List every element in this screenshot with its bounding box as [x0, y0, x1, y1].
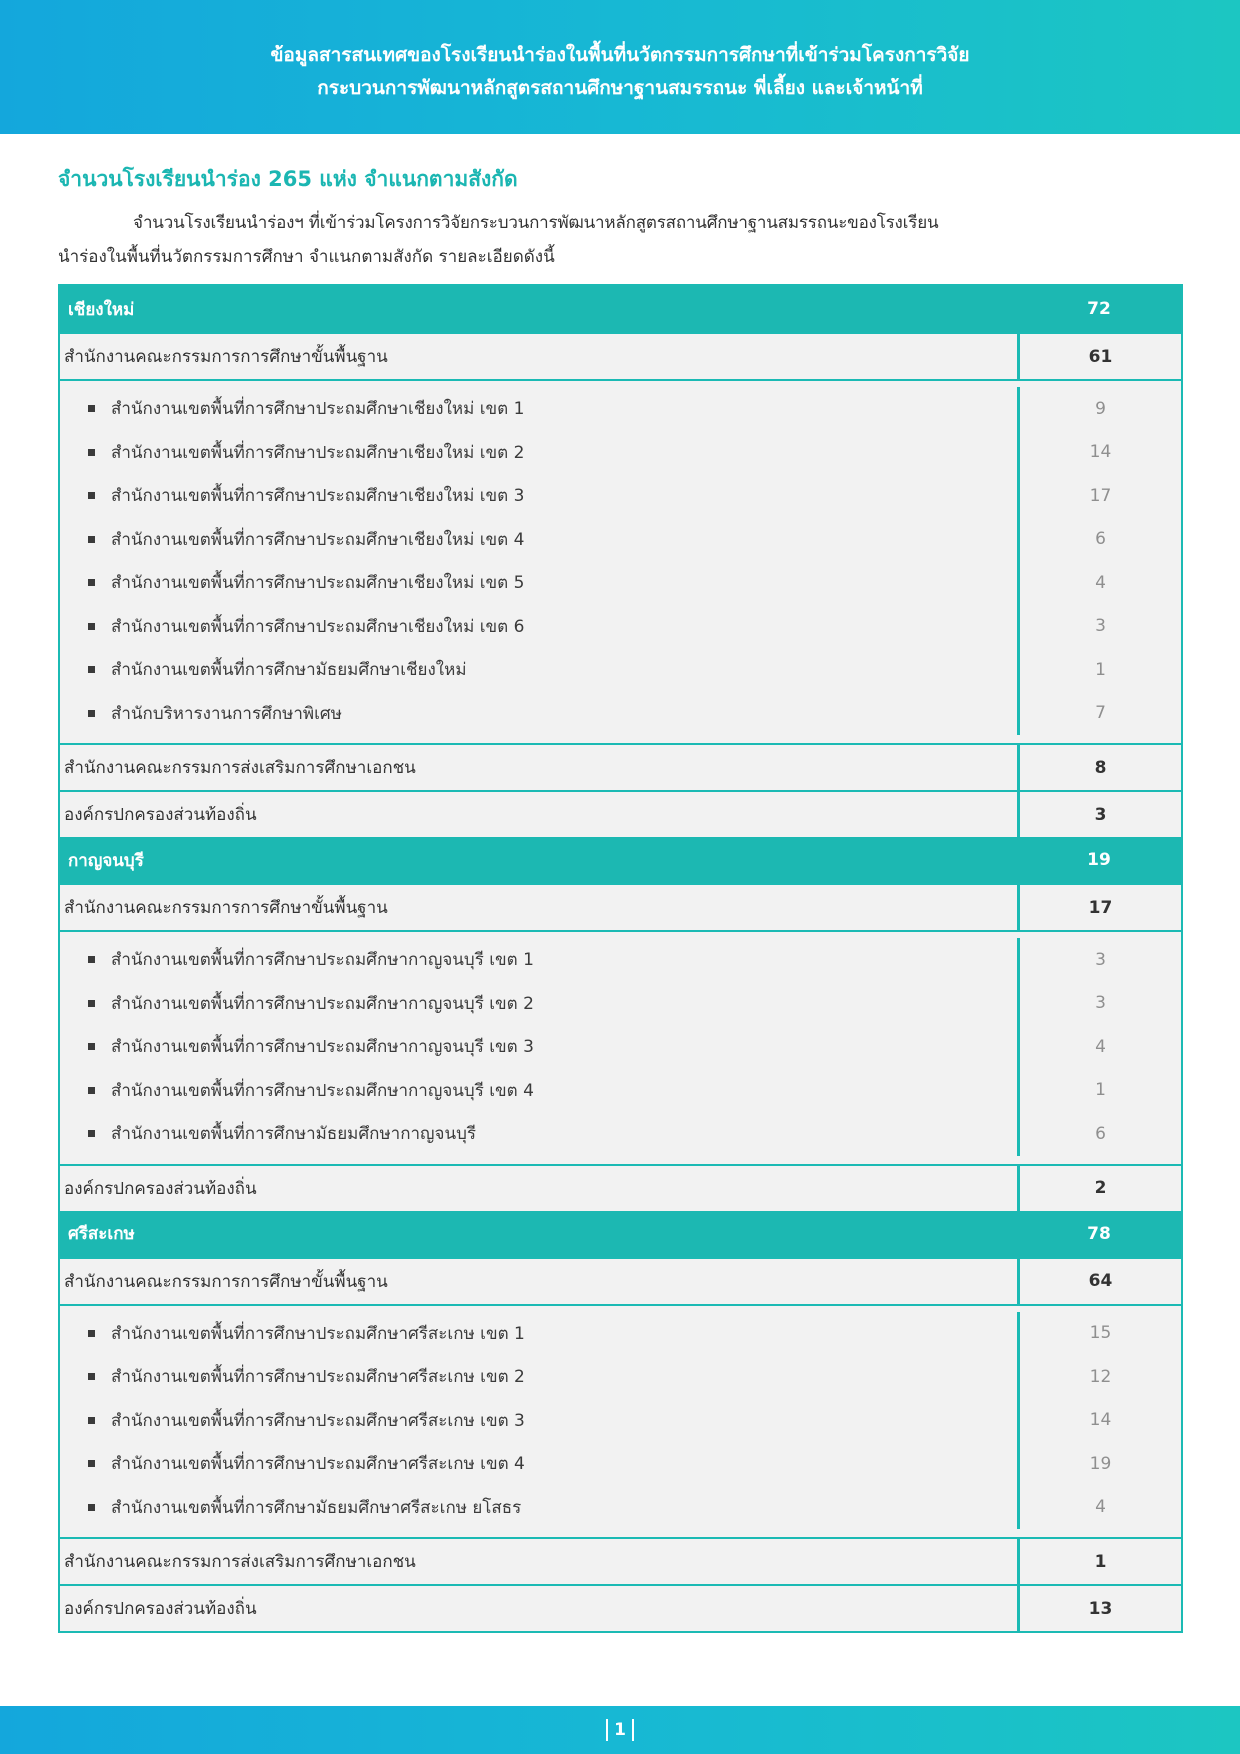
- agency-value: 1: [1017, 1539, 1181, 1584]
- agency-row: [60, 332, 1181, 379]
- agency-value: 17: [1017, 885, 1181, 930]
- area-office-value: 14: [1017, 431, 1181, 475]
- area-office-value: 4: [1017, 561, 1181, 605]
- page-number: 1: [614, 1720, 626, 1740]
- page-header: [0, 0, 1240, 134]
- agency-row: [60, 1257, 1181, 1304]
- area-office-label: สำนักงานเขตพื้นที่การศึกษาประถมศึกษากาญจนบุรี เขต 3: [111, 1037, 534, 1058]
- list-item: [60, 518, 1181, 562]
- area-office-label: สำนักงานเขตพื้นที่การศึกษาประถมศึกษาเชียงใหม่ เขต 3: [111, 486, 525, 507]
- agency-value: 13: [1017, 1586, 1181, 1631]
- agency-value: 3: [1017, 792, 1181, 837]
- schools-table: [58, 284, 1183, 1633]
- agency-value: 61: [1017, 334, 1181, 379]
- agency-label: สำนักงานคณะกรรมการส่งเสริมการศึกษาเอกชน: [64, 758, 416, 778]
- bullet-icon: [88, 666, 95, 673]
- header-title-line-2: กระบวนการพัฒนาหลักสูตรสถานศึกษาฐานสมรรถนะ พี่เลี้ยง และเจ้าหน้าที่: [317, 77, 923, 99]
- agency-label: สำนักงานคณะกรรมการการศึกษาขั้นพื้นฐาน: [64, 898, 388, 918]
- list-item: [60, 692, 1181, 736]
- area-office-label: สำนักงานเขตพื้นที่การศึกษาประถมศึกษาเชียงใหม่ เขต 2: [111, 442, 525, 463]
- area-office-label: สำนักงานเขตพื้นที่การศึกษามัธยมศึกษาเชียงใหม่: [111, 660, 467, 681]
- list-item: [60, 431, 1181, 475]
- header-title-line-1: ข้อมูลสารสนเทศของโรงเรียนนำร่องในพื้นที่นวัตกรรมการศึกษาที่เข้าร่วมโครงการวิจัย: [270, 44, 970, 66]
- area-office-value: 19: [1017, 1442, 1181, 1486]
- agency-label: องค์กรปกครองส่วนท้องถิ่น: [64, 805, 257, 825]
- province-name: กาญจนบุรี: [68, 850, 144, 871]
- area-office-value: 9: [1017, 387, 1181, 431]
- area-office-list: [60, 930, 1181, 1164]
- area-office-label: สำนักงานเขตพื้นที่การศึกษามัธยมศึกษากาญจนบุรี: [111, 1124, 477, 1145]
- bullet-icon: [88, 1417, 95, 1424]
- area-office-label: สำนักงานเขตพื้นที่การศึกษาประถมศึกษาเชียงใหม่ เขต 6: [111, 616, 525, 637]
- area-office-value: 1: [1017, 1069, 1181, 1113]
- bullet-icon: [88, 710, 95, 717]
- area-office-label: สำนักงานเขตพื้นที่การศึกษาประถมศึกษากาญจนบุรี เขต 1: [111, 950, 534, 971]
- area-office-value: 6: [1017, 1112, 1181, 1156]
- area-office-label: สำนักงานเขตพื้นที่การศึกษาประถมศึกษาศรีสะเกษ เขต 2: [111, 1367, 525, 1388]
- agency-value: 64: [1017, 1259, 1181, 1304]
- bullet-icon: [88, 1460, 95, 1467]
- bullet-icon: [88, 1504, 95, 1511]
- area-office-label: สำนักงานเขตพื้นที่การศึกษาประถมศึกษากาญจนบุรี เขต 2: [111, 993, 534, 1014]
- province-row-sisaket: [60, 1211, 1181, 1257]
- bullet-icon: [88, 1000, 95, 1007]
- list-item: [60, 938, 1181, 982]
- agency-row: [60, 1584, 1181, 1631]
- list-item: [60, 1069, 1181, 1113]
- area-office-value: 12: [1017, 1355, 1181, 1399]
- bullet-icon: [88, 1373, 95, 1380]
- list-item: [60, 1025, 1181, 1069]
- page-footer: [0, 1706, 1240, 1754]
- agency-value: 8: [1017, 745, 1181, 790]
- area-office-label: สำนักงานเขตพื้นที่การศึกษาประถมศึกษาศรีสะเกษ เขต 4: [111, 1454, 525, 1475]
- list-item: [60, 387, 1181, 431]
- area-office-label: สำนักงานเขตพื้นที่การศึกษาประถมศึกษาเชียงใหม่ เขต 1: [111, 399, 525, 420]
- bullet-icon: [88, 1043, 95, 1050]
- bullet-icon: [88, 536, 95, 543]
- divider: [606, 1719, 608, 1741]
- divider: [632, 1719, 634, 1741]
- area-office-value: 1: [1017, 648, 1181, 692]
- agency-row: [60, 883, 1181, 930]
- list-item: [60, 1355, 1181, 1399]
- list-item: [60, 1399, 1181, 1443]
- agency-value: 2: [1017, 1166, 1181, 1211]
- agency-row: [60, 1164, 1181, 1211]
- bullet-icon: [88, 492, 95, 499]
- area-office-list: [60, 1304, 1181, 1538]
- area-office-value: 3: [1017, 938, 1181, 982]
- agency-row: [60, 790, 1181, 837]
- area-office-label: สำนักงานเขตพื้นที่การศึกษาประถมศึกษาเชียงใหม่ เขต 4: [111, 529, 525, 550]
- bullet-icon: [88, 1330, 95, 1337]
- province-name: ศรีสะเกษ: [68, 1224, 135, 1244]
- list-item: [60, 648, 1181, 692]
- intro-line-2: นำร่องในพื้นที่นวัตกรรมการศึกษา จำแนกตามสังกัด รายละเอียดดังนี้: [58, 247, 555, 267]
- agency-row: [60, 1537, 1181, 1584]
- bullet-icon: [88, 1087, 95, 1094]
- list-item: [60, 605, 1181, 649]
- province-name: เชียงใหม่: [68, 299, 135, 320]
- area-office-value: 17: [1017, 474, 1181, 518]
- province-row-chiangmai: [60, 286, 1181, 332]
- area-office-value: 4: [1017, 1486, 1181, 1530]
- list-item: [60, 1442, 1181, 1486]
- bullet-icon: [88, 623, 95, 630]
- area-office-label: สำนักงานเขตพื้นที่การศึกษามัธยมศึกษาศรีสะเกษ ยโสธร: [111, 1497, 522, 1518]
- bullet-icon: [88, 579, 95, 586]
- agency-row: [60, 743, 1181, 790]
- intro-line-1: จำนวนโรงเรียนนำร่องฯ ที่เข้าร่วมโครงการวิจัยกระบวนการพัฒนาหลักสูตรสถานศึกษาฐานสมรรถนะของโรงเรียน: [133, 213, 939, 233]
- province-total: 19: [1087, 850, 1111, 870]
- bullet-icon: [88, 956, 95, 963]
- agency-label: องค์กรปกครองส่วนท้องถิ่น: [64, 1178, 257, 1199]
- section-title: จำนวนโรงเรียนนำร่อง 265 แห่ง จำแนกตามสังกัด: [58, 167, 518, 191]
- intro-paragraph: [58, 200, 1188, 280]
- area-office-label: สำนักบริหารงานการศึกษาพิเศษ: [111, 703, 342, 724]
- area-office-value: 4: [1017, 1025, 1181, 1069]
- area-office-value: 6: [1017, 518, 1181, 562]
- area-office-label: สำนักงานเขตพื้นที่การศึกษาประถมศึกษาเชียงใหม่ เขต 5: [111, 573, 525, 594]
- list-item: [60, 474, 1181, 518]
- list-item: [60, 982, 1181, 1026]
- province-total: 72: [1087, 299, 1111, 319]
- area-office-value: 3: [1017, 982, 1181, 1026]
- agency-label: สำนักงานคณะกรรมการการศึกษาขั้นพื้นฐาน: [64, 347, 388, 367]
- bullet-icon: [88, 405, 95, 412]
- area-office-list: [60, 379, 1181, 743]
- list-item: [60, 561, 1181, 605]
- area-office-value: 14: [1017, 1399, 1181, 1443]
- province-row-kanchanaburi: [60, 837, 1181, 883]
- bullet-icon: [88, 1130, 95, 1137]
- list-item: [60, 1312, 1181, 1356]
- agency-label: องค์กรปกครองส่วนท้องถิ่น: [64, 1599, 257, 1619]
- agency-label: สำนักงานคณะกรรมการการศึกษาขั้นพื้นฐาน: [64, 1271, 388, 1292]
- area-office-value: 7: [1017, 692, 1181, 736]
- bullet-icon: [88, 449, 95, 456]
- area-office-label: สำนักงานเขตพื้นที่การศึกษาประถมศึกษากาญจนบุรี เขต 4: [111, 1080, 534, 1101]
- area-office-label: สำนักงานเขตพื้นที่การศึกษาประถมศึกษาศรีสะเกษ เขต 3: [111, 1410, 525, 1431]
- list-item: [60, 1486, 1181, 1530]
- area-office-value: 15: [1017, 1312, 1181, 1356]
- province-total: 78: [1087, 1223, 1111, 1244]
- area-office-label: สำนักงานเขตพื้นที่การศึกษาประถมศึกษาศรีสะเกษ เขต 1: [111, 1323, 525, 1344]
- area-office-value: 3: [1017, 605, 1181, 649]
- agency-label: สำนักงานคณะกรรมการส่งเสริมการศึกษาเอกชน: [64, 1552, 416, 1572]
- list-item: [60, 1112, 1181, 1156]
